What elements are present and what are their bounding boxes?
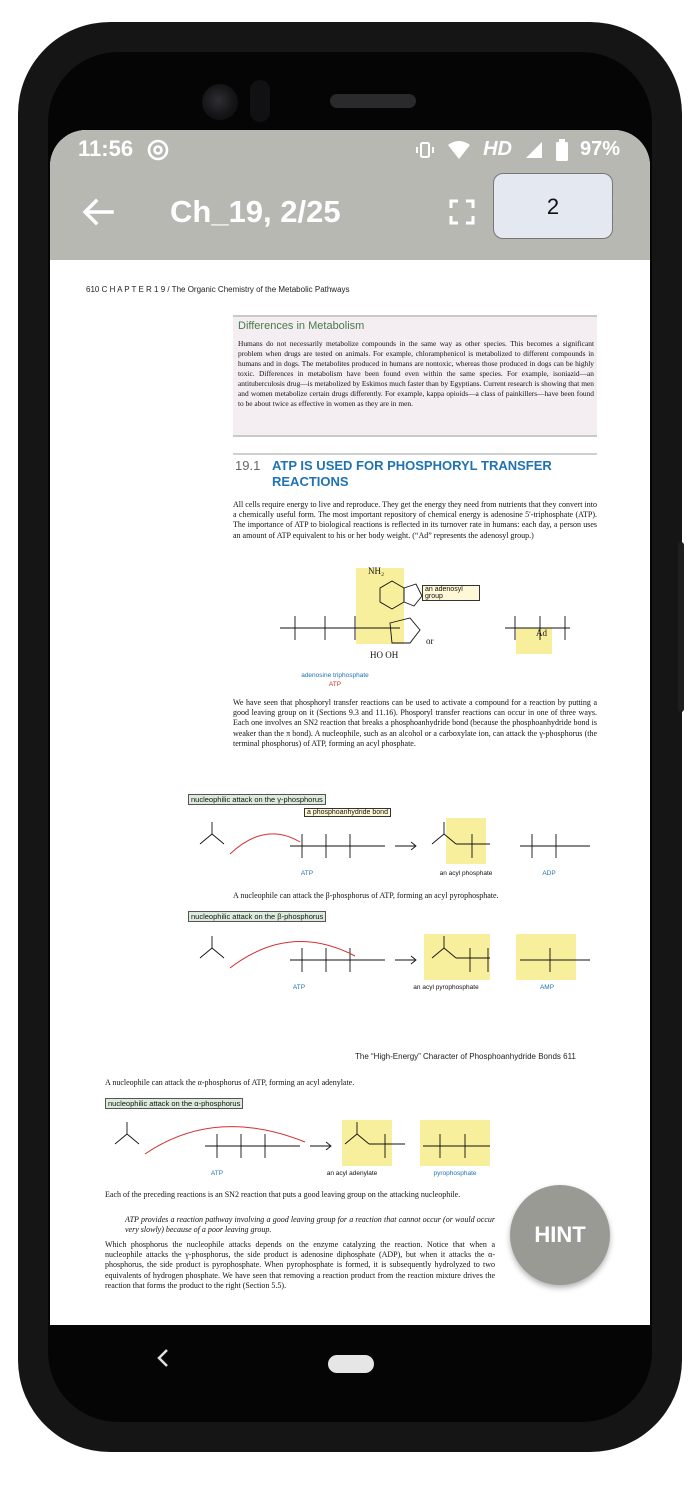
alpha-label-pyrophosphate: pyrophosphate (433, 1170, 477, 1177)
beta-label-acyl-pyrophosphate: an acyl pyrophosphate (413, 984, 479, 991)
adenosyl-callout: an adenosyl group (422, 585, 480, 601)
volume-button (678, 542, 684, 712)
or-label: or (426, 636, 434, 646)
beta-reaction (190, 930, 610, 986)
section-number: 19.1 (235, 458, 261, 473)
wifi-icon (447, 140, 471, 160)
running-head-610: 610 C H A P T E R 1 9 / The Organic Chemistry of the Metabolic Pathways (86, 285, 350, 294)
ad-label: Ad (536, 628, 547, 638)
beta-attack-tag: nucleophilic attack on the β-phosphorus (188, 911, 326, 922)
navigation-bar (50, 1325, 650, 1405)
nav-home-pill[interactable] (328, 1355, 374, 1373)
gamma-label-atp: ATP (300, 870, 314, 877)
status-time: 11:56 (78, 136, 134, 161)
page-number-badge[interactable]: 2 (493, 173, 613, 239)
beta-label-amp: AMP (539, 984, 555, 991)
alpha-reaction (105, 1116, 495, 1172)
beta-sentence: A nucleophile can attack the β-phosphorus of ATP, forming an acyl pyrophosphate. (233, 891, 499, 900)
atp-caption-abbrev: ATP (328, 681, 342, 688)
alpha-sentence: A nucleophile can attack the α-phosphorus of ATP, forming an acyl adenylate. (105, 1078, 355, 1087)
gamma-attack-tag: nucleophilic attack on the γ-phosphorus (188, 794, 326, 805)
gamma-label-acyl-phosphate: an acyl phosphate (439, 870, 493, 877)
hooh-label: HO OH (370, 650, 399, 660)
section-rule (233, 453, 597, 455)
transfer-paragraph: We have seen that phosphoryl transfer reactions can be used to activate a compound for a reaction by putting a good leaving group on it (Sections 9.3 and 11.16). Phosporyl transfer reactions can occur in one of three ways. Each one involves an SN2 reaction that breaks a phosphoanhydride bond (because the phosphoanhydride bond is weaker than the π bond). A nucleophile, such as an alcohol or a carboxylate ion, can attack the γ-phosphorus (the terminal phosphorus) of ATP, forming an acyl phosphate. (233, 698, 597, 748)
proximity-sensor (250, 80, 270, 122)
hint-button[interactable]: HINT (510, 1185, 610, 1285)
fullscreen-icon[interactable] (448, 198, 476, 226)
differences-box (233, 315, 597, 437)
screen (50, 130, 650, 1325)
network-type: HD (483, 138, 512, 160)
atp-caption-name: adenosine triphosphate (301, 672, 369, 679)
document-page[interactable] (50, 260, 650, 1325)
status-bar (50, 130, 650, 178)
app-notification-icon (146, 138, 170, 162)
battery-level: 97% (579, 138, 620, 160)
which-paragraph: Which phosphorus the nucleophile attacks depends on the enzyme catalyzing the reaction. Notice that when a nucleophile attacks the γ-phosphorus, the side product is adenosine diphosphate (ADP), but when it attacks the α-phosphorus, the side product is pyrophosphate. When pyrophosphate is formed, it is subsequently hydrolyzed to two equivalents of hydrogen phosphate. We have seen that removing a reaction product from the reaction mixture drives the reaction that forms the product to the right (Section 5.5). (105, 1240, 495, 1290)
intro-paragraph: All cells require energy to live and reproduce. They get the energy they need from nutrients that they convert into a chemically useful form. The most important repository of chemical energy is adenosine 5′-triphosphate (ATP). The importance of ATP to biological reactions is reflected in its turnover rate in humans: each day, a person uses an amount of ATP equivalent to his or her body weight. (“Ad” represents the adenosyl group.) (233, 500, 597, 540)
alpha-label-atp: ATP (210, 1170, 224, 1177)
running-head-611: The “High-Energy” Character of Phosphoanhydride Bonds 611 (355, 1052, 576, 1061)
nh2-label: NH₂ (368, 566, 385, 576)
status-icons (415, 138, 620, 161)
beta-label-atp: ATP (292, 984, 306, 991)
gamma-label-adp: ADP (542, 870, 556, 877)
sn2-paragraph: Each of the preceding reactions is an SN2 reaction that puts a good leaving group on the attacking nucleophile. (105, 1190, 461, 1199)
atp-structure (250, 568, 570, 678)
alpha-label-acyl-adenylate: an acyl adenylate (326, 1170, 378, 1177)
front-camera (202, 84, 238, 120)
box-text: Humans do not necessarily metabolize compounds in the same way as other species. This becomes a significant problem when drugs are tested on animals. For example, chloramphenicol is metabolized to different compounds in humans and in dogs. The metabolites produced in humans are nontoxic, whereas those produced in dogs can be highly toxic. Differences in metabolism have been found even within the same species. For example, isoniazid—an antituberculosis drug—is metabolized by Eskimos much faster than by Egyptians. Current research is showing that men and women metabolize certain drugs differently. For example, kappa opioids—a class of painkillers—have been found to be about twice as effective in women as they are in men. (238, 339, 594, 408)
document-title: Ch_19, 2/25 (170, 194, 341, 229)
nav-back-icon[interactable] (156, 1347, 170, 1369)
gamma-reaction (190, 816, 610, 872)
arrow-left-icon[interactable] (78, 192, 118, 232)
signal-icon (524, 140, 544, 160)
phosphoanhydride-callout: a phosphoanhydride bond (304, 808, 391, 817)
earpiece-speaker (330, 94, 416, 108)
box-title: Differences in Metabolism (238, 320, 365, 332)
italic-paragraph: ATP provides a reaction pathway involving a good leaving group for a reaction that cannot occur (or would occur very slowly) because of a poor leaving group. (125, 1215, 495, 1235)
alpha-attack-tag: nucleophilic attack on the α-phosphorus (105, 1098, 243, 1109)
battery-icon (556, 139, 568, 161)
vibrate-icon (415, 140, 435, 160)
section-title: ATP IS USED FOR PHOSPHORYL TRANSFER REACTIONS (272, 458, 552, 489)
